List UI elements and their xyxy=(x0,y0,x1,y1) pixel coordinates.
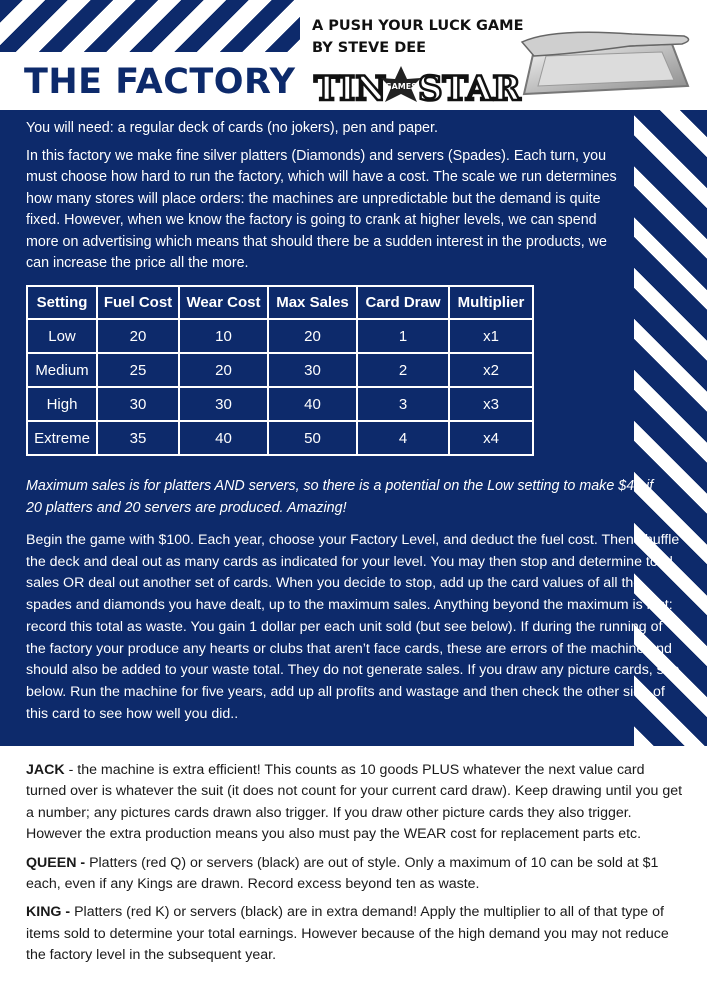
table-cell: x3 xyxy=(449,387,533,421)
table-cell: Extreme xyxy=(27,421,97,455)
table-row xyxy=(27,319,533,353)
queen-text: Platters (red Q) or servers (black) are out of style. Only a maximum of 10 can be sold at $1 each, even if any Kings are drawn. Record excess beyond ten as waste. xyxy=(26,854,659,893)
king-rule xyxy=(26,902,686,966)
jack-rule xyxy=(26,760,686,846)
table-row xyxy=(27,387,533,421)
table-cell: 30 xyxy=(179,387,268,421)
rules-paragraph: Begin the game with $100. Each year, choose your Factory Level, and deduct the fuel cost. Then shuffle the deck and deal out as many cards as indicated for your level. You may then stop and determine total sales OR deal out another set of cards. When you decide to stop, add up the card values of all the spades and diamonds you have dealt, up to the maximum sales. Anything beyond the maximum is lost: record this total as waste. You gain 1 dollar per each unit sold (but see below). If during the running of the factory your produce any hearts or clubs that aren’t face cards, these are errors of the machine and should also be added to your waste total. They do not generate sales. If you draw any picture cards, see below. Run the machine for five years, add up all profits and wastage and then check the other side of this card to see how well you did.. xyxy=(26,532,680,722)
table-header: Wear Cost xyxy=(179,286,268,319)
table-cell: 3 xyxy=(357,387,449,421)
king-text: Platters (red K) or servers (black) are in extra demand! Apply the multiplier to all of that type of items sold to determine your total earnings. However because of the high demand you may not reduce the factory level in the subsequent year. xyxy=(26,904,669,964)
table-header: Fuel Cost xyxy=(97,286,179,319)
table-cell: 30 xyxy=(268,353,357,387)
table-cell: 1 xyxy=(357,319,449,353)
logo-text-right: STAR xyxy=(418,69,521,109)
table-cell: 40 xyxy=(179,421,268,455)
table-cell: 40 xyxy=(268,387,357,421)
table-cell: 35 xyxy=(97,421,179,455)
king-label: KING - xyxy=(26,904,71,921)
table-cell: 25 xyxy=(97,353,179,387)
intro-text xyxy=(26,118,686,281)
max-sales-note: Maximum sales is for platters AND servers, so there is a potential on the Low setting to make $40 if 20 platters and 20 servers are produced. Amazing! xyxy=(26,478,654,516)
intro-paragraph: In this factory we make fine silver platters (Diamonds) and servers (Spades). Each turn, you must choose how hard to run the factory, which will have a cost. The scale we run determines how many stores will place orders: the machines are unpredictable but the demand is quite fixed. However, when we know the factory is going to crank at higher levels, we can spend more on advertising which means that should there be a sudden interest in the products, we can increase the price all the more. xyxy=(26,147,617,271)
table-cell: High xyxy=(27,387,97,421)
queen-rule xyxy=(26,853,686,896)
table-cell: 2 xyxy=(357,353,449,387)
jack-text: - the machine is extra efficient! This counts as 10 goods PLUS whatever the next value card turned over is whatever the suit (it does not count for your current card draw). Keep drawing until you get a number; any pictures cards drawn also trigger. If you draw other picture cards they also trigger. However the extra production means you also must pay the WEAR cost for replacement parts etc. xyxy=(26,762,683,843)
jack-label: JACK xyxy=(26,762,65,778)
page-title: THE FACTORY xyxy=(24,62,296,102)
table-cell: 20 xyxy=(179,353,268,387)
table-header: Max Sales xyxy=(268,286,357,319)
table-header: Multiplier xyxy=(449,286,533,319)
subtitle-line-1: A PUSH YOUR LUCK GAME xyxy=(312,18,524,34)
queen-label: QUEEN - xyxy=(26,854,86,871)
factory-settings-table xyxy=(26,285,534,456)
silver-platter-image xyxy=(512,14,698,102)
requirements-text: You will need: a regular deck of cards (no jokers), pen and paper. xyxy=(26,120,438,136)
table-row xyxy=(27,353,533,387)
table-header: Setting xyxy=(27,286,97,319)
table-cell: 4 xyxy=(357,421,449,455)
logo-badge-text: GAMES xyxy=(385,82,417,91)
table-header: Card Draw xyxy=(357,286,449,319)
logo-text-left: TIN xyxy=(314,69,387,109)
table-cell: 50 xyxy=(268,421,357,455)
table-cell: x2 xyxy=(449,353,533,387)
subtitle xyxy=(312,15,532,59)
face-card-rules xyxy=(26,760,686,974)
table-row xyxy=(27,421,533,455)
table-cell: x4 xyxy=(449,421,533,455)
subtitle-line-2: BY STEVE DEE xyxy=(312,40,427,56)
table-cell: 30 xyxy=(97,387,179,421)
header-stripes xyxy=(0,0,300,52)
table-cell: x1 xyxy=(449,319,533,353)
tin-star-games-logo xyxy=(312,64,521,109)
table-cell: Medium xyxy=(27,353,97,387)
table-cell: Low xyxy=(27,319,97,353)
table-cell: 20 xyxy=(268,319,357,353)
table-cell: 10 xyxy=(179,319,268,353)
table-header-row xyxy=(27,286,533,319)
table-cell: 20 xyxy=(97,319,179,353)
